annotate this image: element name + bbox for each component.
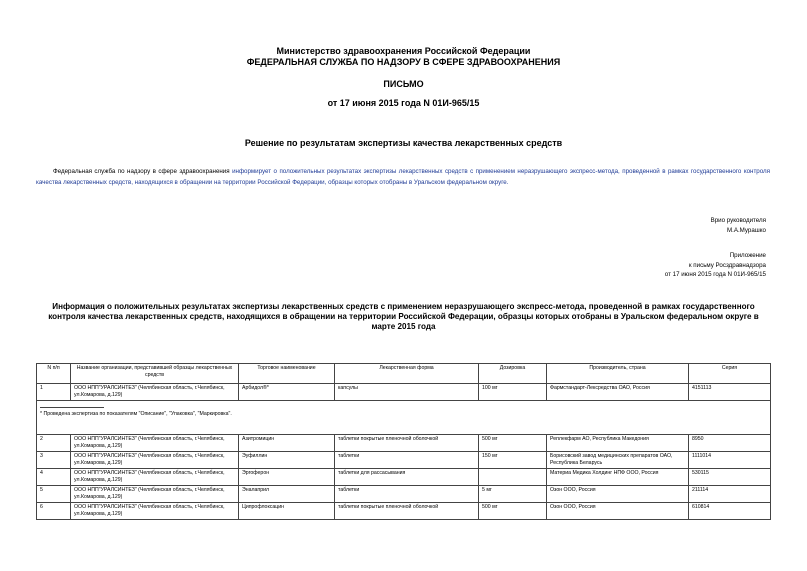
table-header-row (37, 364, 771, 384)
cell-dosage-form: таблетки (335, 452, 479, 469)
table-row (37, 435, 771, 452)
document-type: ПИСЬМО (383, 79, 424, 89)
footnote-separator (40, 407, 104, 408)
results-table (36, 363, 771, 520)
document-title: Решение по результатам экспертизы качества лекарственных средств (244, 138, 563, 148)
cell-dosage: 5 мг (479, 486, 547, 503)
service-name: ФЕДЕРАЛЬНАЯ СЛУЖБА ПО НАДЗОРУ В СФЕРЕ ЗДРАВООХРАНЕНИЯ (246, 57, 561, 67)
col-header-dosage: Дозировка (479, 364, 547, 384)
cell-organization: ООО НПП"УРАЛСИНТЕЗ" (Челябинская область, г.Челябинск, ул.Комарова, д.129) (71, 452, 239, 469)
cell-series: 8950 (689, 435, 771, 452)
cell-series: 610814 (689, 503, 771, 520)
table-footnote-row (37, 401, 771, 435)
cell-dosage-form: таблетки покрытые пленочной оболочкой (335, 435, 479, 452)
cell-organization: ООО НПП"УРАЛСИНТЕЗ" (Челябинская область, г.Челябинск, ул.Комарова, д.129) (71, 486, 239, 503)
appendix-reference: к письму Росздравнадзора (688, 262, 766, 269)
cell-organization: ООО НПП"УРАЛСИНТЕЗ" (Челябинская область, г.Челябинск, ул.Комарова, д.129) (71, 469, 239, 486)
appendix-label: Приложение (729, 252, 766, 259)
intro-paragraph (36, 166, 770, 188)
cell-trade-name: Ципрофлоксацин (239, 503, 335, 520)
col-header-manufacturer: Производитель, страна (547, 364, 689, 384)
cell-series: 211114 (689, 486, 771, 503)
cell-manufacturer: Озон ООО, Россия (547, 486, 689, 503)
table-row (37, 469, 771, 486)
cell-dosage: 500 мг (479, 503, 547, 520)
table-row (37, 384, 771, 401)
cell-manufacturer: Борисовский завод медицинских препаратов ОАО, Республика Беларусь (547, 452, 689, 469)
cell-dosage (479, 469, 547, 486)
cell-number: 1 (37, 384, 71, 401)
cell-dosage: 150 мг (479, 452, 547, 469)
cell-trade-name: Азитромицин (239, 435, 335, 452)
appendix-date: от 17 июня 2015 года N 01И-965/15 (664, 271, 766, 278)
signature-name: М.А.Мурашко (726, 227, 766, 234)
col-header-series: Серия (689, 364, 771, 384)
cell-dosage-form: таблетки для рассасывания (335, 469, 479, 486)
cell-organization: ООО НПП"УРАЛСИНТЕЗ" (Челябинская область, г.Челябинск, ул.Комарова, д.129) (71, 384, 239, 401)
cell-dosage: 100 мг (479, 384, 547, 401)
cell-dosage-form: капсулы (335, 384, 479, 401)
table-row (37, 486, 771, 503)
intro-part-3: рамках государственного контроля качества лекарственных средств, находящихся в обращении на территории Российской Федерации, образцы которых отобраны в Уральском федеральном округе. (36, 168, 770, 186)
table-row (37, 503, 771, 520)
appendix-title: Информация о положительных результатах экспертизы лекарственных средств с применением неразрушающего экспресс-метода, проведенной в рамках государственного контроля качества лекарственных средств, находящихся в обращении на территории Российской Федерации, образцы которых отобраны в Уральском федеральном округе в марте 2015 года (48, 302, 759, 331)
cell-trade-name: Эргоферон (239, 469, 335, 486)
footnote-cell (37, 401, 771, 435)
cell-manufacturer: Фармстандарт-Лексредства ОАО, Россия (547, 384, 689, 401)
cell-series: 4151113 (689, 384, 771, 401)
cell-trade-name: Арбидол®* (239, 384, 335, 401)
col-header-organization: Название организации, представившей образцы лекарственных средств (71, 364, 239, 384)
cell-series: 530115 (689, 469, 771, 486)
cell-organization: ООО НПП"УРАЛСИНТЕЗ" (Челябинская область, г.Челябинск, ул.Комарова, д.129) (71, 435, 239, 452)
cell-number: 5 (37, 486, 71, 503)
col-header-trade-name: Торговое наименование (239, 364, 335, 384)
document-date: от 17 июня 2015 года N 01И-965/15 (327, 98, 480, 108)
table-row (37, 452, 771, 469)
cell-number: 2 (37, 435, 71, 452)
cell-trade-name: Эуфиллин (239, 452, 335, 469)
cell-number: 3 (37, 452, 71, 469)
cell-dosage-form: таблетки покрытые пленочной оболочкой (335, 503, 479, 520)
cell-organization: ООО НПП"УРАЛСИНТЕЗ" (Челябинская область, г.Челябинск, ул.Комарова, д.129) (71, 503, 239, 520)
ministry-name: Министерство здравоохранения Российской Федерации (276, 46, 531, 56)
footnote-text: * Проведена экспертиза по показателям "Описание", "Упаковка", "Маркировка". (40, 411, 232, 417)
col-header-dosage-form: Лекарственная форма (335, 364, 479, 384)
cell-series: 1111014 (689, 452, 771, 469)
signature-position: Врио руководителя (710, 217, 766, 224)
cell-manufacturer: Озон ООО, Россия (547, 503, 689, 520)
col-header-number: N п/п (37, 364, 71, 384)
intro-part-2: информирует о положительных результатах экспертизы лекарственных средств с применением неразрушающего экспресс-метода, проведенной в (229, 168, 666, 175)
cell-number: 6 (37, 503, 71, 520)
cell-dosage: 500 мг (479, 435, 547, 452)
intro-part-1: Федеральная служба по надзору в сфере здравоохранения (53, 168, 230, 175)
cell-dosage-form: таблетки (335, 486, 479, 503)
cell-manufacturer: Реплекфарм АО, Республика Македония (547, 435, 689, 452)
cell-manufacturer: Материа Медика Холдинг НПФ ООО, Россия (547, 469, 689, 486)
cell-number: 4 (37, 469, 71, 486)
cell-trade-name: Эналаприл (239, 486, 335, 503)
